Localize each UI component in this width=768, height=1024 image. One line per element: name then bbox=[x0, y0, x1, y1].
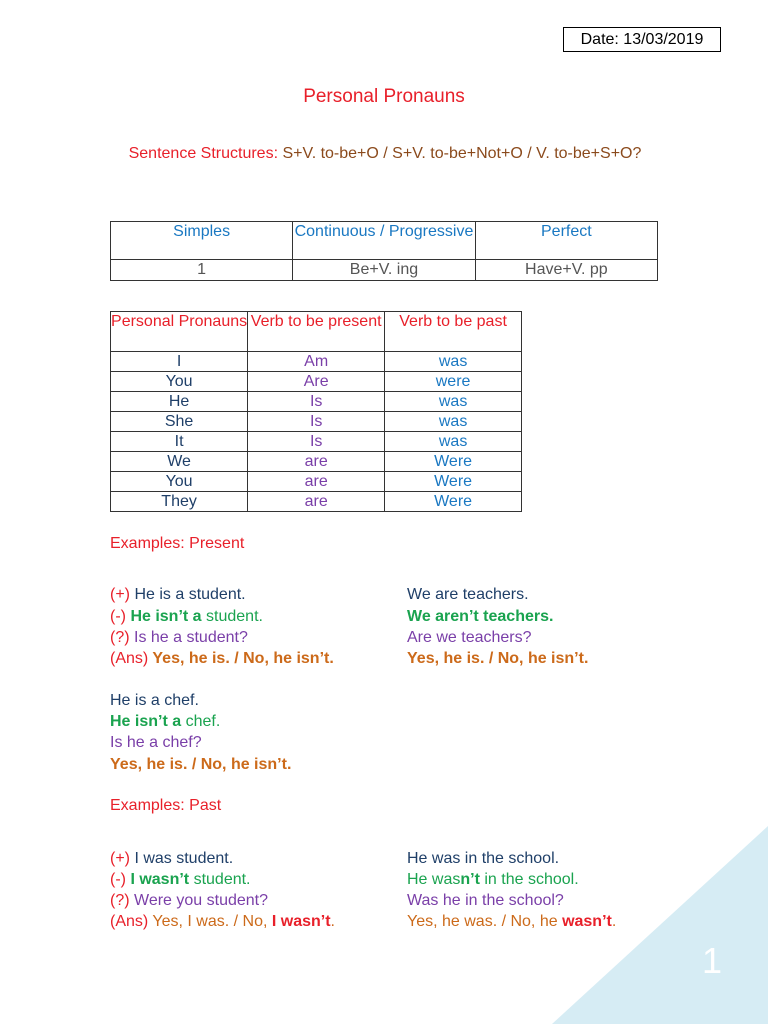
past-cell: Were bbox=[385, 452, 522, 472]
tag: (?) bbox=[110, 892, 130, 909]
chef-question: Is he a chef? bbox=[110, 734, 202, 751]
past-negative bbox=[110, 871, 251, 889]
header-cell: Personal Pronauns bbox=[111, 312, 248, 352]
present-negative bbox=[110, 608, 263, 626]
pronoun-cell: You bbox=[111, 472, 248, 492]
past-cell: was bbox=[385, 412, 522, 432]
past-right-answer bbox=[407, 913, 616, 931]
sentence: chef. bbox=[181, 713, 221, 730]
past-cell: was bbox=[385, 392, 522, 412]
table-row bbox=[111, 260, 658, 281]
examples-past-heading: Examples: Past bbox=[110, 797, 222, 814]
tag: (-) bbox=[110, 871, 131, 888]
present-right-positive: We are teachers. bbox=[407, 586, 529, 603]
sentence: Is he a student? bbox=[129, 629, 248, 646]
tag: (-) bbox=[110, 608, 131, 625]
date-box: Date: 13/03/2019 bbox=[563, 27, 721, 52]
sentence-bold: I wasn’t bbox=[130, 871, 190, 888]
sentence-end: . bbox=[611, 913, 617, 930]
sentence: Yes, I was. / No, bbox=[148, 913, 272, 930]
tag: (Ans) bbox=[110, 650, 149, 667]
present-cell: Is bbox=[248, 392, 385, 412]
table-row bbox=[111, 372, 522, 392]
structure-label: Sentence Structures: bbox=[128, 145, 283, 162]
pronoun-cell: He bbox=[111, 392, 248, 412]
chef-positive: He is a chef. bbox=[110, 692, 199, 709]
past-answer bbox=[110, 913, 335, 931]
tag: (+) bbox=[110, 850, 130, 867]
sentence: He is a student. bbox=[130, 586, 246, 603]
table-cell: 1 bbox=[111, 260, 293, 281]
table-header-row bbox=[111, 222, 658, 260]
tenses-table bbox=[110, 221, 658, 281]
sentence: Were you student? bbox=[129, 892, 269, 909]
sentence: He was bbox=[407, 871, 461, 888]
tag: (Ans) bbox=[110, 913, 149, 930]
page-number: 1 bbox=[702, 940, 723, 981]
page-title: Personal Pronauns bbox=[303, 86, 465, 107]
table-row bbox=[111, 492, 522, 512]
table-row bbox=[111, 472, 522, 492]
tag: (?) bbox=[110, 629, 130, 646]
chef-answer: Yes, he is. / No, he isn’t. bbox=[110, 756, 292, 773]
past-positive bbox=[110, 850, 233, 868]
past-cell: Were bbox=[385, 472, 522, 492]
sentence: student. bbox=[201, 608, 263, 625]
pronoun-cell: We bbox=[111, 452, 248, 472]
header-cell: Perfect bbox=[475, 222, 657, 260]
sentence-bold: I wasn’t bbox=[271, 913, 331, 930]
table-header-row bbox=[111, 312, 522, 352]
sentence-end: . bbox=[330, 913, 335, 930]
past-right-positive: He was in the school. bbox=[407, 850, 560, 867]
table-row bbox=[111, 392, 522, 412]
past-cell: Were bbox=[385, 492, 522, 512]
past-right-negative bbox=[407, 871, 579, 889]
sentence: student. bbox=[189, 871, 251, 888]
header-cell: Continuous / Progressive bbox=[293, 222, 475, 260]
table-row bbox=[111, 352, 522, 372]
tag: (+) bbox=[110, 586, 130, 603]
present-right-negative: We aren’t teachers. bbox=[407, 608, 554, 625]
past-cell: was bbox=[385, 352, 522, 372]
present-cell: are bbox=[248, 452, 385, 472]
sentence: I was student. bbox=[130, 850, 234, 867]
present-cell: Is bbox=[248, 432, 385, 452]
table-row bbox=[111, 452, 522, 472]
past-cell: was bbox=[385, 432, 522, 452]
header-cell: Verb to be present bbox=[248, 312, 385, 352]
present-cell: are bbox=[248, 492, 385, 512]
header-cell: Verb to be past bbox=[385, 312, 522, 352]
structure-text: S+V. to-be+O / S+V. to-be+Not+O / V. to-be+S+O? bbox=[282, 145, 642, 162]
present-positive bbox=[110, 586, 246, 604]
past-cell: were bbox=[385, 372, 522, 392]
present-answer bbox=[110, 650, 334, 668]
present-cell: Am bbox=[248, 352, 385, 372]
table-cell: Have+V. pp bbox=[475, 260, 657, 281]
present-question bbox=[110, 629, 248, 647]
pronoun-cell: You bbox=[111, 372, 248, 392]
sentence-end: in the school. bbox=[479, 871, 579, 888]
sentence-bold: He isn’t a bbox=[130, 608, 202, 625]
sentence: Yes, he is. / No, he isn’t. bbox=[148, 650, 334, 667]
present-right-answer: Yes, he is. / No, he isn’t. bbox=[407, 650, 589, 667]
pronoun-table bbox=[110, 311, 522, 512]
examples-present-heading: Examples: Present bbox=[110, 535, 245, 552]
table-cell: Be+V. ing bbox=[293, 260, 475, 281]
table-row bbox=[111, 412, 522, 432]
past-right-question: Was he in the school? bbox=[407, 892, 564, 909]
header-cell: Simples bbox=[111, 222, 293, 260]
pronoun-cell: I bbox=[111, 352, 248, 372]
sentence-bold: He isn’t a bbox=[110, 713, 182, 730]
pronoun-cell: She bbox=[111, 412, 248, 432]
present-right-question: Are we teachers? bbox=[407, 629, 532, 646]
past-question bbox=[110, 892, 268, 910]
present-cell: are bbox=[248, 472, 385, 492]
sentence: Yes, he was. / No, he bbox=[407, 913, 563, 930]
present-cell: Are bbox=[248, 372, 385, 392]
sentence-bold: wasn’t bbox=[562, 913, 612, 930]
sentence-bold: n’t bbox=[460, 871, 480, 888]
pronoun-cell: They bbox=[111, 492, 248, 512]
table-row bbox=[111, 432, 522, 452]
chef-negative bbox=[110, 713, 220, 731]
present-cell: Is bbox=[248, 412, 385, 432]
pronoun-cell: It bbox=[111, 432, 248, 452]
sentence-structures bbox=[120, 143, 650, 165]
